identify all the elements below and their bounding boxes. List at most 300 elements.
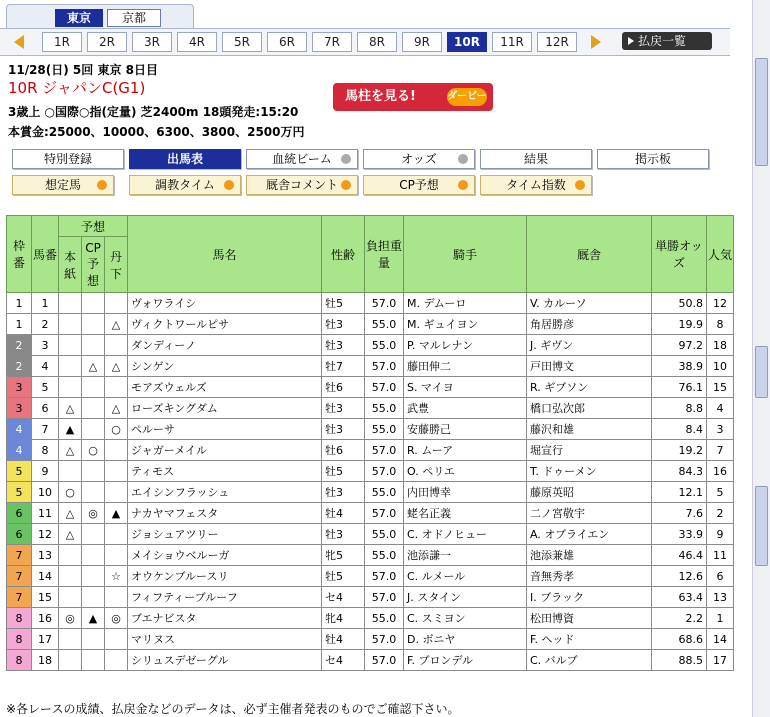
- waku-cell: 7: [7, 566, 32, 587]
- jockey-name[interactable]: M. デムーロ: [404, 293, 527, 314]
- table-row: [7, 650, 734, 671]
- tanka-mark: [105, 377, 128, 398]
- jockey-name[interactable]: O. ペリエ: [404, 461, 527, 482]
- umaban-cell: 13: [32, 545, 59, 566]
- waku-cell: 8: [7, 608, 32, 629]
- cp-mark: [82, 566, 105, 587]
- cp-mark: [82, 398, 105, 419]
- sex-age-cell: 牡6: [322, 440, 365, 461]
- next-race-arrow-icon[interactable]: [591, 35, 601, 49]
- trainer-name[interactable]: I. ブラック: [527, 587, 652, 608]
- popularity-cell: 11: [707, 545, 734, 566]
- entries-table: [6, 215, 734, 671]
- scrollbar-thumb-upper[interactable]: [755, 58, 768, 166]
- odds-cell: 46.4: [652, 545, 707, 566]
- cp-mark: [82, 482, 105, 503]
- popularity-cell: 4: [707, 398, 734, 419]
- jockey-name[interactable]: M. ギュイヨン: [404, 314, 527, 335]
- menu-label: 掲示板: [634, 152, 671, 166]
- honshi-mark: [59, 461, 82, 482]
- popularity-cell: 1: [707, 608, 734, 629]
- table-row: [7, 314, 734, 335]
- horse-name[interactable]: メイショウベルーガ: [128, 545, 322, 566]
- waku-cell: 2: [7, 335, 32, 356]
- table-row: [7, 398, 734, 419]
- waku-cell: 4: [7, 419, 32, 440]
- odds-cell: 63.4: [652, 587, 707, 608]
- honshi-mark: ▲: [59, 419, 82, 440]
- weight-cell: 55.0: [365, 335, 404, 356]
- tanka-mark: [105, 524, 128, 545]
- umabashira-button[interactable]: [333, 83, 493, 111]
- horse-name[interactable]: マリヌス: [128, 629, 322, 650]
- cp-mark: [82, 587, 105, 608]
- cp-mark: ○: [82, 440, 105, 461]
- jockey-name[interactable]: F. ブロンデル: [404, 650, 527, 671]
- table-row: [7, 335, 734, 356]
- tanka-mark: △: [105, 356, 128, 377]
- honshi-mark: [59, 356, 82, 377]
- table-row: [7, 524, 734, 545]
- trainer-name[interactable]: T. ドゥーメン: [527, 461, 652, 482]
- col-name: 馬名: [128, 216, 322, 293]
- weight-cell: 55.0: [365, 524, 404, 545]
- col-popularity: 人気: [707, 216, 734, 293]
- odds-cell: 84.3: [652, 461, 707, 482]
- menu-badge-icon: [224, 180, 234, 190]
- race-button-8R[interactable]: 8R: [357, 32, 397, 52]
- sex-age-cell: セ4: [322, 587, 365, 608]
- umaban-cell: 11: [32, 503, 59, 524]
- sex-age-cell: 牡3: [322, 482, 365, 503]
- sex-age-cell: 牡7: [322, 356, 365, 377]
- menu-menu_row2-3[interactable]: [363, 175, 475, 195]
- race-info: [0, 57, 740, 207]
- weight-cell: 55.0: [365, 482, 404, 503]
- waku-cell: 6: [7, 503, 32, 524]
- sex-age-cell: 牡3: [322, 335, 365, 356]
- tanka-mark: ☆: [105, 566, 128, 587]
- umaban-cell: 10: [32, 482, 59, 503]
- horse-name[interactable]: ダンディーノ: [128, 335, 322, 356]
- umaban-cell: 7: [32, 419, 59, 440]
- horse-name[interactable]: ヴィクトワールピサ: [128, 314, 322, 335]
- menu-menu_row2-0[interactable]: [12, 175, 114, 195]
- cp-mark: [82, 335, 105, 356]
- weight-cell: 57.0: [365, 293, 404, 314]
- payout-list-button[interactable]: [622, 32, 712, 50]
- tanka-mark: [105, 293, 128, 314]
- weight-cell: 57.0: [365, 440, 404, 461]
- odds-cell: 2.2: [652, 608, 707, 629]
- popularity-cell: 5: [707, 482, 734, 503]
- popularity-cell: 2: [707, 503, 734, 524]
- cp-mark: [82, 419, 105, 440]
- weight-cell: 55.0: [365, 545, 404, 566]
- sex-age-cell: セ4: [322, 650, 365, 671]
- waku-cell: 5: [7, 482, 32, 503]
- trainer-name[interactable]: R. ギブソン: [527, 377, 652, 398]
- trainer-name[interactable]: 松田博資: [527, 608, 652, 629]
- trainer-name[interactable]: 藤原英昭: [527, 482, 652, 503]
- col-honshi: 本紙: [59, 237, 82, 293]
- horse-name[interactable]: シンゲン: [128, 356, 322, 377]
- honshi-mark: [59, 650, 82, 671]
- jockey-name[interactable]: 蛯名正義: [404, 503, 527, 524]
- popularity-cell: 16: [707, 461, 734, 482]
- horse-name[interactable]: ナカヤマフェスタ: [128, 503, 322, 524]
- waku-cell: 8: [7, 650, 32, 671]
- popularity-cell: 7: [707, 440, 734, 461]
- weight-cell: 57.0: [365, 587, 404, 608]
- jockey-name[interactable]: D. ボニヤ: [404, 629, 527, 650]
- col-odds: 単勝オッズ: [652, 216, 707, 293]
- tanka-mark: [105, 650, 128, 671]
- menu-label: CP予想: [399, 178, 439, 192]
- popularity-cell: 15: [707, 377, 734, 398]
- race-button-11R[interactable]: 11R: [492, 32, 532, 52]
- race-button-6R[interactable]: 6R: [267, 32, 307, 52]
- weight-cell: 55.0: [365, 419, 404, 440]
- honshi-mark: [59, 629, 82, 650]
- race-button-7R[interactable]: 7R: [312, 32, 352, 52]
- popularity-cell: 8: [707, 314, 734, 335]
- umaban-cell: 16: [32, 608, 59, 629]
- umaban-cell: 9: [32, 461, 59, 482]
- odds-cell: 33.9: [652, 524, 707, 545]
- popularity-cell: 18: [707, 335, 734, 356]
- popularity-cell: 6: [707, 566, 734, 587]
- honshi-mark: △: [59, 398, 82, 419]
- menu-label: タイム指数: [506, 178, 566, 192]
- waku-cell: 8: [7, 629, 32, 650]
- menu-badge-icon: [97, 180, 107, 190]
- race-button-3R[interactable]: 3R: [132, 32, 172, 52]
- odds-cell: 7.6: [652, 503, 707, 524]
- jockey-name[interactable]: 安藤勝己: [404, 419, 527, 440]
- trainer-name[interactable]: J. ギヴン: [527, 335, 652, 356]
- sex-age-cell: 牡3: [322, 314, 365, 335]
- venue-tab-tokyo[interactable]: 東京: [55, 9, 103, 27]
- tanka-mark: ○: [105, 419, 128, 440]
- tanka-mark: [105, 587, 128, 608]
- scrollbar-thumb-middle[interactable]: [755, 346, 768, 398]
- odds-cell: 76.1: [652, 377, 707, 398]
- tanka-mark: △: [105, 398, 128, 419]
- jockey-name[interactable]: R. ムーア: [404, 440, 527, 461]
- table-row: [7, 587, 734, 608]
- menu-menu_row1-4[interactable]: [480, 149, 592, 169]
- odds-cell: 38.9: [652, 356, 707, 377]
- umaban-cell: 17: [32, 629, 59, 650]
- table-row: [7, 503, 734, 524]
- menu-label: 厩舎コメント: [265, 178, 338, 192]
- weight-cell: 57.0: [365, 503, 404, 524]
- tanka-mark: ▲: [105, 503, 128, 524]
- tanka-mark: ◎: [105, 608, 128, 629]
- horse-name[interactable]: ティモス: [128, 461, 322, 482]
- horse-name[interactable]: ジョシュアツリー: [128, 524, 322, 545]
- table-row: [7, 608, 734, 629]
- horse-name[interactable]: ローズキングダム: [128, 398, 322, 419]
- popularity-cell: 14: [707, 629, 734, 650]
- cp-mark: △: [82, 356, 105, 377]
- tanka-mark: [105, 335, 128, 356]
- col-trainer: 厩舎: [527, 216, 652, 293]
- jockey-name[interactable]: C. オドノヒュー: [404, 524, 527, 545]
- odds-cell: 19.9: [652, 314, 707, 335]
- table-row: [7, 461, 734, 482]
- waku-cell: 7: [7, 545, 32, 566]
- race-button-9R[interactable]: 9R: [402, 32, 442, 52]
- sex-age-cell: 牡4: [322, 629, 365, 650]
- race-conditions: 3歳上 ○国際○指(定量) 芝2400m 18頭発走:15:20: [8, 105, 299, 119]
- weight-cell: 57.0: [365, 356, 404, 377]
- sex-age-cell: 牝4: [322, 608, 365, 629]
- horse-name[interactable]: エイシンフラッシュ: [128, 482, 322, 503]
- scrollbar-thumb-lower[interactable]: [755, 486, 768, 566]
- menu-badge-icon: [341, 180, 351, 190]
- menu-label: 血統ビーム: [272, 152, 332, 166]
- odds-cell: 12.1: [652, 482, 707, 503]
- umaban-cell: 1: [32, 293, 59, 314]
- col-weight: 負担重量: [365, 216, 404, 293]
- race-prize: 本賞金:25000、10000、6300、3800、2500万円: [8, 125, 305, 139]
- weight-cell: 57.0: [365, 377, 404, 398]
- menu-label: オッズ: [401, 152, 437, 166]
- umaban-cell: 18: [32, 650, 59, 671]
- vertical-scrollbar[interactable]: [752, 0, 770, 717]
- popularity-cell: 3: [707, 419, 734, 440]
- table-row: [7, 293, 734, 314]
- table-row: [7, 545, 734, 566]
- table-row: [7, 482, 734, 503]
- col-umaban: 馬番: [32, 216, 59, 293]
- trainer-name[interactable]: V. カルーソ: [527, 293, 652, 314]
- trainer-name[interactable]: 二ノ宮敬宇: [527, 503, 652, 524]
- waku-cell: 5: [7, 461, 32, 482]
- menu-label: 特別登録: [43, 152, 92, 166]
- menu-menu_row2-1[interactable]: [129, 175, 241, 195]
- odds-cell: 68.6: [652, 629, 707, 650]
- horse-name[interactable]: モアズウェルズ: [128, 377, 322, 398]
- honshi-mark: △: [59, 524, 82, 545]
- horse-name[interactable]: シリュスデゼーグル: [128, 650, 322, 671]
- umaban-cell: 14: [32, 566, 59, 587]
- tanka-mark: [105, 440, 128, 461]
- sex-age-cell: 牡3: [322, 398, 365, 419]
- tanka-mark: △: [105, 314, 128, 335]
- tanka-mark: [105, 482, 128, 503]
- trainer-name[interactable]: A. オブライエン: [527, 524, 652, 545]
- odds-cell: 19.2: [652, 440, 707, 461]
- odds-cell: 88.5: [652, 650, 707, 671]
- honshi-mark: [59, 566, 82, 587]
- jockey-name[interactable]: 藤田伸二: [404, 356, 527, 377]
- jockey-name[interactable]: S. マイヨ: [404, 377, 527, 398]
- table-row: [7, 377, 734, 398]
- entries-body: [7, 293, 734, 671]
- col-tanka: 丹下: [105, 237, 128, 293]
- popularity-cell: 10: [707, 356, 734, 377]
- trainer-name[interactable]: 音無秀孝: [527, 566, 652, 587]
- cp-mark: [82, 314, 105, 335]
- umaban-cell: 8: [32, 440, 59, 461]
- trainer-name[interactable]: F. ヘッド: [527, 629, 652, 650]
- sex-age-cell: 牝5: [322, 545, 365, 566]
- horse-name[interactable]: ブエナビスタ: [128, 608, 322, 629]
- waku-cell: 3: [7, 377, 32, 398]
- menu-badge-icon: [458, 180, 468, 190]
- trainer-name[interactable]: 藤沢和雄: [527, 419, 652, 440]
- odds-cell: 8.8: [652, 398, 707, 419]
- payout-list-label: 払戻一覧: [638, 34, 687, 48]
- col-waku: 枠番: [7, 216, 32, 293]
- odds-cell: 12.6: [652, 566, 707, 587]
- waku-cell: 6: [7, 524, 32, 545]
- odds-cell: 50.8: [652, 293, 707, 314]
- trainer-name[interactable]: 橋口弘次郎: [527, 398, 652, 419]
- col-cp: CP予想: [82, 237, 105, 293]
- tanka-mark: [105, 461, 128, 482]
- weight-cell: 57.0: [365, 629, 404, 650]
- venue-tabs: [6, 4, 194, 31]
- menu-menu_row2-4[interactable]: [480, 175, 592, 195]
- jockey-name[interactable]: P. マルレナン: [404, 335, 527, 356]
- jockey-name[interactable]: J. スタイン: [404, 587, 527, 608]
- sex-age-cell: 牡5: [322, 461, 365, 482]
- menu-badge-icon: [575, 180, 585, 190]
- race-title: 10R ジャパンC(G1): [8, 79, 146, 97]
- popularity-cell: 12: [707, 293, 734, 314]
- cp-mark: ◎: [82, 503, 105, 524]
- menu-menu_row1-2[interactable]: [246, 149, 358, 169]
- race-nav: [0, 28, 730, 56]
- cp-mark: [82, 545, 105, 566]
- honshi-mark: [59, 314, 82, 335]
- table-row: [7, 566, 734, 587]
- honshi-mark: [59, 587, 82, 608]
- footer-note: ※各レースの成績、払戻金などのデータは、必ず主催者発表のものでご確認下さい。: [6, 702, 460, 716]
- umaban-cell: 6: [32, 398, 59, 419]
- prev-race-arrow-icon[interactable]: [14, 35, 24, 49]
- jockey-name[interactable]: 池添謙一: [404, 545, 527, 566]
- menu-menu_row1-5[interactable]: [597, 149, 709, 169]
- jockey-name[interactable]: 内田博幸: [404, 482, 527, 503]
- umaban-cell: 12: [32, 524, 59, 545]
- horse-name[interactable]: ヴォワライシ: [128, 293, 322, 314]
- menu-badge-icon: [458, 154, 468, 164]
- race-button-1R[interactable]: 1R: [42, 32, 82, 52]
- cp-mark: [82, 461, 105, 482]
- venue-tab-kyoto[interactable]: 京都: [107, 9, 161, 27]
- popularity-cell: 13: [707, 587, 734, 608]
- trainer-name[interactable]: C. バルブ: [527, 650, 652, 671]
- weight-cell: 55.0: [365, 398, 404, 419]
- menu-menu_row1-1[interactable]: [129, 149, 241, 169]
- umaban-cell: 4: [32, 356, 59, 377]
- sex-age-cell: 牡3: [322, 419, 365, 440]
- jockey-name[interactable]: C. スミヨン: [404, 608, 527, 629]
- col-jockey: 騎手: [404, 216, 527, 293]
- honshi-mark: △: [59, 440, 82, 461]
- weight-cell: 57.0: [365, 461, 404, 482]
- horse-name[interactable]: ペルーサ: [128, 419, 322, 440]
- table-row: [7, 356, 734, 377]
- col-yoso: 予想: [59, 216, 128, 237]
- race-button-5R[interactable]: 5R: [222, 32, 262, 52]
- jockey-name[interactable]: C. ルメール: [404, 566, 527, 587]
- honshi-mark: [59, 377, 82, 398]
- waku-cell: 2: [7, 356, 32, 377]
- umaban-cell: 2: [32, 314, 59, 335]
- umaban-cell: 3: [32, 335, 59, 356]
- weight-cell: 57.0: [365, 566, 404, 587]
- menu-label: 想定馬: [44, 178, 81, 192]
- honshi-mark: △: [59, 503, 82, 524]
- trainer-name[interactable]: 戸田博文: [527, 356, 652, 377]
- popularity-cell: 17: [707, 650, 734, 671]
- race-button-4R[interactable]: 4R: [177, 32, 217, 52]
- umabashira-label: 馬柱を見る!: [345, 89, 416, 104]
- weight-cell: 57.0: [365, 650, 404, 671]
- sex-age-cell: 牡4: [322, 503, 365, 524]
- waku-cell: 7: [7, 587, 32, 608]
- menu-menu_row1-3[interactable]: [363, 149, 475, 169]
- menu-menu_row2-2[interactable]: [246, 175, 358, 195]
- trainer-name[interactable]: 池添兼雄: [527, 545, 652, 566]
- waku-cell: 1: [7, 293, 32, 314]
- sex-age-cell: 牡5: [322, 293, 365, 314]
- weight-cell: 55.0: [365, 314, 404, 335]
- jockey-name[interactable]: 武豊: [404, 398, 527, 419]
- menu-label: 結果: [523, 152, 548, 166]
- race-button-2R[interactable]: 2R: [87, 32, 127, 52]
- horse-name[interactable]: ジャガーメイル: [128, 440, 322, 461]
- tanka-mark: [105, 545, 128, 566]
- horse-name[interactable]: フィフティーブルーフ: [128, 587, 322, 608]
- honshi-mark: [59, 545, 82, 566]
- cp-mark: ▲: [82, 608, 105, 629]
- odds-cell: 8.4: [652, 419, 707, 440]
- honshi-mark: ○: [59, 482, 82, 503]
- sex-age-cell: 牡3: [322, 524, 365, 545]
- cp-mark: [82, 293, 105, 314]
- table-row: [7, 419, 734, 440]
- play-triangle-icon: [628, 37, 634, 45]
- cp-mark: [82, 524, 105, 545]
- honshi-mark: ◎: [59, 608, 82, 629]
- tanka-mark: [105, 629, 128, 650]
- honshi-mark: [59, 293, 82, 314]
- cp-mark: [82, 377, 105, 398]
- umaban-cell: 15: [32, 587, 59, 608]
- sex-age-cell: 牡6: [322, 377, 365, 398]
- menu-menu_row1-0[interactable]: [12, 149, 124, 169]
- cp-mark: [82, 629, 105, 650]
- waku-cell: 3: [7, 398, 32, 419]
- trainer-name[interactable]: 堀宣行: [527, 440, 652, 461]
- col-sex-age: 性齢: [322, 216, 365, 293]
- trainer-name[interactable]: 角居勝彦: [527, 314, 652, 335]
- umaban-cell: 5: [32, 377, 59, 398]
- menu-label: 調教タイム: [155, 178, 215, 192]
- horse-name[interactable]: オウケンブルースリ: [128, 566, 322, 587]
- sex-age-cell: 牡5: [322, 566, 365, 587]
- race-button-12R[interactable]: 12R: [537, 32, 577, 52]
- race-button-10R[interactable]: 10R: [447, 32, 487, 52]
- waku-cell: 1: [7, 314, 32, 335]
